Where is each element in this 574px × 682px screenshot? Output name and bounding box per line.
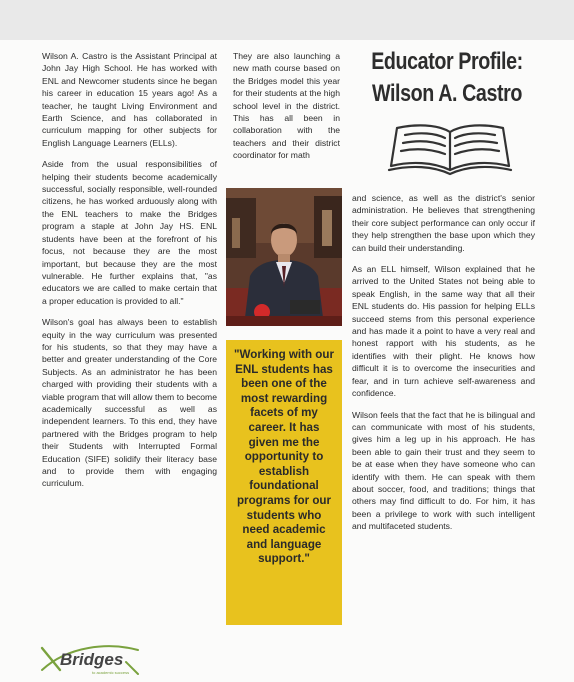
page-title xyxy=(352,46,542,110)
paragraph: Wilson's goal has always been to establish equity in the way curriculum was presented for his students, so that they may have a better and greater understanding of the Core Subjects. As an administrator he has been charged with providing their students with a viable program that will allow them to become academically successful as well as independent learners. To this end, they have partnered with the Bridges program to help their Students with Interrupted Formal Education (SIFE) solidify their literacy base and to provide them with engaging curriculum. xyxy=(42,317,217,489)
paragraph: Wilson feels that the fact that he is bilingual and can communicate with most of his students, gives him a leg up in his approach. He has been able to gain their trust and they seem to be at ease when they have someone who can identify with them. He can speak with them about soccer, food, and traditions; things that others may find difficult to do. For him, it has been a privilege to work with such intelligent and multifaceted students. xyxy=(352,409,535,532)
column-middle xyxy=(233,50,340,171)
pull-quote: "Working with our ENL students has been one of the most rewarding facets of my career. It has given me the opportunity to establish foundational programs for our students who need academic and language support." xyxy=(226,340,342,625)
paragraph: and science, as well as the district's senior administration. He believes that strengthening their core subject performance can only occur if they help strengthen the base upon which they can build their understanding. xyxy=(352,193,535,253)
paragraph: As an ELL himself, Wilson explained that he arrived to the United States not being able to speak English, in the same way that all their ENL students do. His passion for helping ELLs succeed stems from this personal experience and has made it a point to have a very real and honest rapport with his students, as he identifies with their plight. He knows how difficult it is to overcome the insecurities and fear, and in turn achieve self-awareness and confidence. xyxy=(352,264,535,399)
logo-tagline: to academic success xyxy=(92,670,130,675)
column-right xyxy=(352,192,535,542)
portrait-photo xyxy=(226,188,342,326)
paragraph: They are also launching a new math course based on the Bridges model this year for their students at the high school level in the district. This has all been in collaboration with the teachers and their district coordinator for math xyxy=(233,51,340,161)
open-book-icon xyxy=(385,118,515,178)
bridges-logo xyxy=(38,640,148,678)
paragraph: Wilson A. Castro is the Assistant Principal at John Jay High School. He has worked with ENL and Newcomer students since he began his career in education 15 years ago! As a teacher, he taught Living Environment and Earth Science, and has collaborated in curriculum mapping for other subjects for English Language Learners (ELLs). xyxy=(42,51,217,148)
title-line-2: Wilson A. Castro xyxy=(371,80,522,107)
column-left xyxy=(42,50,217,499)
top-bar xyxy=(0,0,574,40)
title-line-1: Educator Profile: xyxy=(371,48,523,75)
paragraph: Aside from the usual responsibilities of helping their students become academically successful, socially responsible, well-rounded citizens, he has worked arduously along with the ENL teachers to make the Bridges program a staple at John Jay HS. ENL students have been at the forefront of his focus, not because they are the most important, but because they are the most vulnerable. He further explains that, "as educators we are called to make certain that a proper education is provided to all." xyxy=(42,159,217,306)
logo-name: Bridges xyxy=(60,650,124,669)
